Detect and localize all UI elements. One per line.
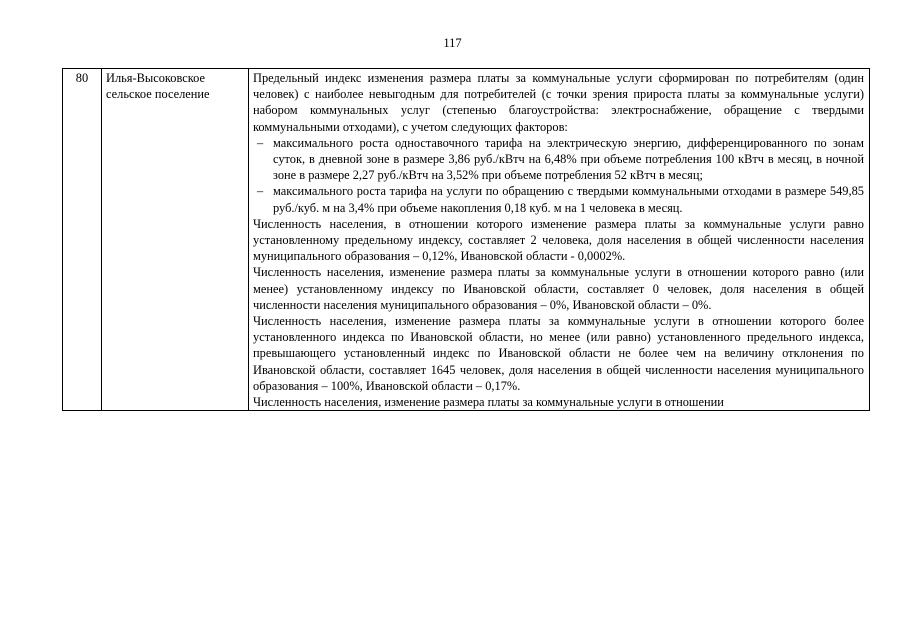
population-equal-paragraph: Численность населения, в отношении которого изменение размера платы за коммунальные услуги равно установленному предельному индексу, составляет 2 человека, доля населения в общей численности населения муниципального образования – 0,12%, Ивановской области - 0,0002%. (253, 216, 864, 264)
description-cell (249, 69, 870, 411)
bullet-dash: – (257, 135, 264, 150)
tariff-index-table (62, 68, 870, 411)
factor-item-electricity (253, 135, 864, 184)
factors-list (253, 135, 864, 216)
row-number-cell: 80 (63, 69, 102, 411)
table-row (63, 69, 870, 411)
population-continued-paragraph: Численность населения, изменение размера платы за коммунальные услуги в отношении (253, 395, 724, 410)
population-between-paragraph: Численность населения, изменение размера платы за коммунальные услуги в отношении которого более установленного индекса по Ивановской области, но менее (или равно) установленного предельного индекса, превышающего установленный индекс по Ивановской области не более чем на величину отклонения по Ивановской области, составляет 1645 человек, доля населения в общей численности населения муниципального образования – 100%, Ивановской области – 0,17%. (253, 314, 864, 393)
factor-text: максимального роста тарифа на услуги по обращению с твердыми коммунальными отходами в размере 549,85 руб./куб. м на 3,4% при объеме накопления 0,18 куб. м на 1 человека в месяц. (273, 184, 864, 215)
factor-text: максимального роста одноставочного тарифа на электрическую энергию, дифференцированного по зонам суток, в дневной зоне в размере 3,86 руб./кВтч на 6,48% при объеме потребления 100 кВтч в месяц, в ночной зоне в размере 2,27 руб./кВтч на 3,52% при объеме потребления 52 кВтч в месяц; (273, 135, 864, 183)
intro-paragraph: Предельный индекс изменения размера платы за коммунальные услуги сформирован по потребителям (один человек) с наиболее невыгодным для потребителей (с точки зрения прироста платы за коммунальные услуги) набором коммунальных услуг (степенью благоустройства: электроснабжение, обращение с твердыми коммунальными отходами), с учетом следующих факторов: (253, 71, 864, 134)
population-below-paragraph: Численность населения, изменение размера платы за коммунальные услуги в отношении которого равно (или менее) установленному индексу по Ивановской области, составляет 0 человек, доля населения в общей численности населения муниципального образования – 0%, Ивановской области – 0%. (253, 265, 864, 312)
bullet-dash: – (257, 184, 264, 199)
factor-item-waste (253, 183, 864, 215)
municipality-name-cell: Илья-Высоковское сельское поселение (102, 69, 249, 411)
page-number: 117 (443, 36, 462, 50)
